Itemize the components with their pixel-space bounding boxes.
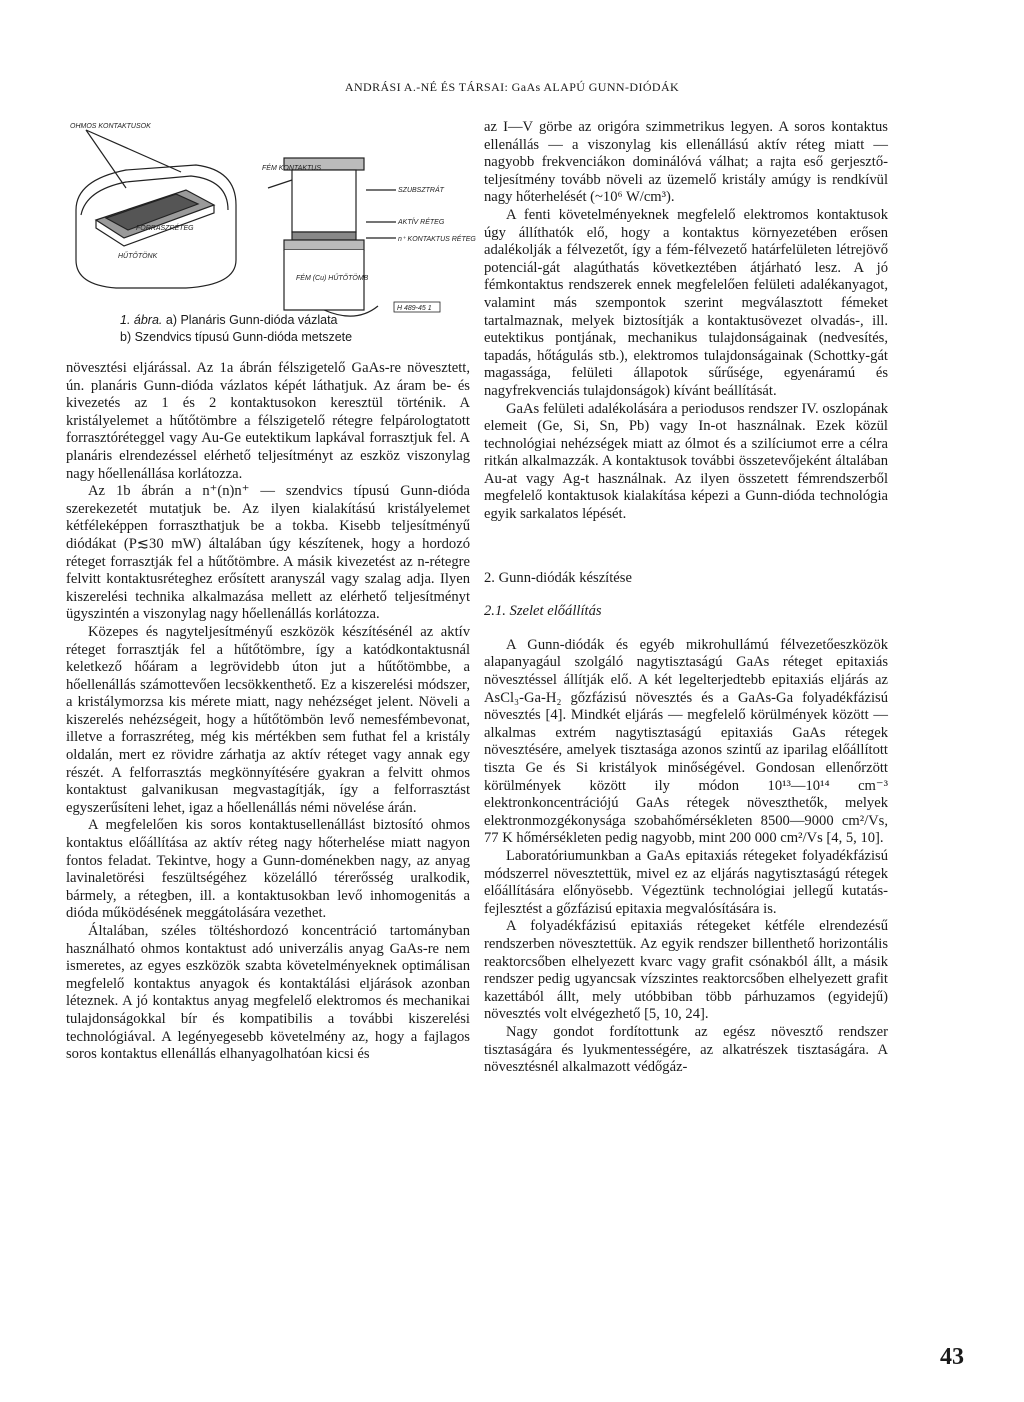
paragraph: Az 1b ábrán a n⁺(n)n⁺ — szendvics típusú Gunn-dióda szerekezetét mutatjuk be. Az ilyen kialakítású kristályelemet kétféleképpen forraszthatjuk be a tokba. Kisebb teljesítményű diódákat (P≲30 mW) általában úgy készítenek, hogy a hordozó réteget forrasztják fel a hűtőtömbre. A másik kivezetést az n-rétegre felvitt kontaktusréteghez erősített aranyszál vagy szalag adja. Ilyen kiszerelési technika alkalmazása mellett az elérhető teljesítményt ügyszintén a viszonylag nagy hőellenállás korlátozza. xyxy=(66,483,470,623)
paragraph: A fenti követelményeknek megfelelő elektromos kontaktusok úgy állíthatók elő, hogy a kontaktus környezetében erősen adalékolják a félvezetőt, így a fém-félvezető határfelületen létrejövő potenciál-gát alagúthatás következtében átjárható lesz. A jó fémkontaktus rendszerek ennek megfelelően felületi adalékanyagot, valamint más szempontok szerint megválasztott fémeket tartalmaznak, melyek biztosítják a kontaktusövezet olvadás-, ill. eutektikus pontjának, mechanikus tulajdonságainak (nedvesítés, tapadás, hőtágulás stb.), elektromos tulajdonságainak (Schottky-gát magassága, felületi állapotok sűrűsége, egyenáramú és nagyfrekvenciás tulajdonságok) kívánt beállítását. xyxy=(484,206,888,399)
paragraph: Általában, széles töltéshordozó koncentráció tartományban használható ohmos kontaktust adó univerzális anyag GaAs-re nem ismeretes, az egyes eszközök szabta követelményeknek optimálisan megfelelő kontaktus anyagok és kontaktálási eljárások azonban léteznek. A jó kontaktus anyag megfelelő elektromos és mechanikai tulajdonságokkal bír és kompatibilis a további kiszerelési technológiával. A legényegesebb követelmény az, hogy a fajlagos soros kontaktus ellenállás elhanyagolhatóan kicsi és xyxy=(66,923,470,1063)
caption-a: a) Planáris Gunn-dióda vázlata xyxy=(165,313,338,327)
label-aktiv-reteg: AKTÍV RÉTEG xyxy=(398,219,445,226)
label-n-kontaktus-reteg: n⁺ KONTAKTUS RÉTEG xyxy=(398,236,476,243)
label-ohmos-kontaktusok: OHMOS KONTAKTUSOK xyxy=(70,123,151,130)
label-hutotonk: HŰTŐTÖNK xyxy=(118,253,158,260)
paragraph: A folyadékfázisú epitaxiás rétegeket kétféle elrendezésű rendszerben növesztettük. Az egyik rendszer billenthető horizontális reaktorcsőben elhelyezett kvarc vagy grafit csónakból állt, a másik rendszer pedig ugyancsak vízszintes reaktorcsőben elhelyezett grafit kazettából állt, mely utóbbiban több párhuzamos (egyidejű) növesztés volt elvégezhető [5, 10, 24]. xyxy=(484,918,888,1023)
figure-caption xyxy=(120,312,352,346)
figure-1b-sandwich-diode xyxy=(268,158,396,316)
page-number: 43 xyxy=(940,1344,964,1370)
label-figure-code: H 489-45 1 xyxy=(397,305,432,312)
paragraph: Közepes és nagyteljesítményű eszközök készítésénél az aktív réteget forrasztják fel a hűtőtömbre, így a katódkontaktusnál keletkező hőáram a legrövidebb úton jut a hűtőtömbbe, a hőellenállás számottevően lecsökkenthető. Ez a kiszerelési módszer, a kristálymorzsa kis mérete miatt, nagy nehézséget jelent. Növeli a kiszerelés nehézségeit, hogy a hűtőtömbön levő nemesfémbevonat, illetve a forraszréteg, még kis mértékben sem futhat fel a kristály oldalán, mert ez rövidre zárhatja az aktív réteget vagy annak egy részét. A felforrasztás megkönnyítésére gyakran a felvitt ohmos kontaktust galvanikusan megvastagítják, így a felforrasztást egyszerűsíteni lehet, igaz a hőellenállás némi növelése árán. xyxy=(66,623,470,816)
paragraph: növesztési eljárással. Az 1a ábrán félszigetelő GaAs-re növesztett, ún. planáris Gunn-dióda vázlatos képét láthatjuk. Az áram be- és kivezetés az 1 és 2 kontaktusokon keresztül történik. A kristályelemet a hűtőtömbre a félszigetelő rétegre felpárologtatott forrasztóréteggel vagy Au-Ge eutektikum lapkával forrasztjuk fel. A planáris elrendezéssel elérhető teljesítményt az eszköz viszonylag nagy hőellenállása korlátozza. xyxy=(66,360,470,482)
paragraph: GaAs felületi adalékolására a periodusos rendszer IV. oszlopának elemeit (Ge, Si, Sn, Pb) vagy In-ot használnak. Ezek közül technológiai nehézségek miatt az ólmot és a szilíciumot erre a célra ritkán alkalmazzák. A kontaktusok további összetevőjeként általában Au-at vagy Ag-t használnak. Az ilyen összetett fémrendszerből megfelelő kontaktusok kialakítása képezi a Gunn-dióda technológia egyik sarkalatos lépését. xyxy=(484,400,888,523)
caption-number: 1. ábra. xyxy=(120,313,163,327)
subsection-title: 2.1. Szelet előállítás xyxy=(484,603,602,620)
left-column xyxy=(66,360,470,1064)
paragraph: Laboratóriumunkban a GaAs epitaxiás rétegeket folyadékfázisú módszerrel növesztettük, mivel ez az eljárás nagytisztaságú rétegek előállítására előnyösebb. Végeztünk technológiai jellegű kutatás-fejlesztést a gőzfázisú epitaxia megvalósítására is. xyxy=(484,847,888,917)
paragraph: Nagy gondot fordítottunk az egész növesztő rendszer tisztaságára és lyukmentességére, az alkatrészek tisztaságára. A növesztésnél alkalmazott védőgáz- xyxy=(484,1023,888,1076)
section-title: 2. Gunn-diódák készítése xyxy=(484,569,632,586)
paragraph: az I—V görbe az origóra szimmetrikus legyen. A soros kontaktus ellenállás — a viszonylag kis ellenállású aktív réteg miatt — nagyobb frekvenciákon dominálóvá válhat; a rajta eső gerjesztő-teljesítmény tovább növeli az üzemelő kristály amúgy is rendkívül nagy hőterhelését (~10⁶ W/cm³). xyxy=(484,119,888,206)
label-forraszreteg: FORRASZRÉTEG xyxy=(136,225,194,232)
figure-1a-planar-diode xyxy=(76,130,236,288)
paragraph: A Gunn-diódák és egyéb mikrohullámú félvezetőeszközök alapanyagául szolgáló nagytisztaságú GaAs réteget epitaxiás növesztéssel állítják elő. A két legelterjedtebb epitaxiás eljárás az AsCl₃-Ga-H₂ gőzfázisú növesztés és a GaAs-Ga folyadékfázisú növesztés [4]. Mindkét eljárás — megfelelő körülmények között — alkalmas extrém nagytisztaságú epitaxiás GaAs rétegek növesztésére, amelyek tisztasága azonos szintű az iparilag előállított tiszta Ge és Si kristályok minőségével. Gondosan ellenőrzött körülmények között ily módon 10¹³—10¹⁴ cm⁻³ elektronkoncentrációjú GaAs rétegek növeszthetők, melyek elektronmozgékonysága szobahőmérsékleten 8500—9000 cm²/Vs, 77 K hőmérsékleten pedig nagyobb, mint 200 000 cm²/Vs [4, 5, 10]. xyxy=(484,636,888,847)
label-szubsztrat: SZUBSZTRÁT xyxy=(398,187,444,194)
paragraph: A megfelelően kis soros kontaktusellenállást biztosító ohmos kontaktus előállítása az aktív réteg nagy hőterhelése miatt nagyon fontos feladat. Tekintve, hogy a Gunn-doménekben nagy, az anyag lavinaletörési feszültségéhez közelálló térerősség uralkodik, bármely, a rétegben, ill. a kontaktusokban levő inhomogenitás a dióda működésének meggátolására vezethet. xyxy=(66,817,470,922)
caption-b: b) Szendvics típusú Gunn-dióda metszete xyxy=(120,330,353,344)
running-header: ANDRÁSI A.-NÉ ÉS TÁRSAI: GaAs ALAPÚ GUNN-DIÓDÁK xyxy=(344,80,680,94)
label-fem-kontaktus: FÉM KONTAKTUS xyxy=(262,165,321,172)
label-fem-cu-hutotomb: FÉM (Cu) HŰTŐTÖMB xyxy=(296,275,369,282)
right-column xyxy=(484,119,888,1077)
